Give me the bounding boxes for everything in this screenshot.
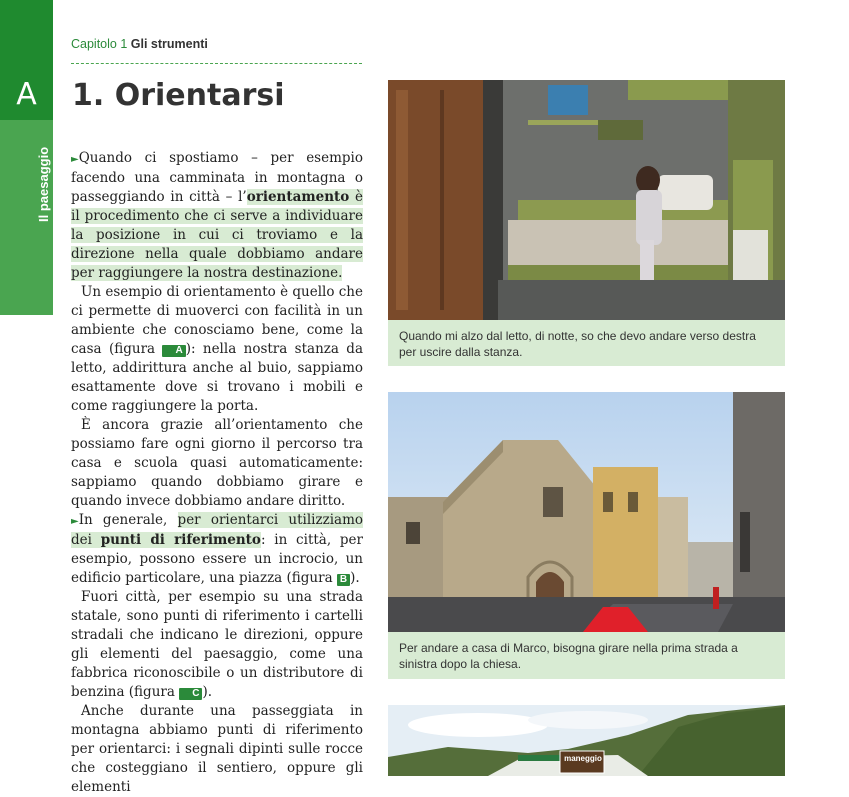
paragraph-6: Anche durante una passeggiata in montagna abbiamo punti di riferimento per orientarci: i segnali dipinti sulle rocce che costeggiano il sentiero, oppure gli elementi [71,703,363,795]
road-sign-text: maneggio [564,754,602,763]
bullet-arrow-icon: ► [71,516,79,527]
chapter-header [71,37,208,51]
figure-a-bedroom-photo [388,80,785,320]
figure-c-road-photo [388,705,785,776]
figure-ref-c[interactable]: C [179,688,202,700]
figure-a-caption: Quando mi alzo dal letto, di notte, so che devo andare verso destra per uscire dalla stanza. [388,320,785,366]
paragraph-1: ►Quando ci spostiamo – per esempio facendo una camminata in montagna o passeggiando in città – l’orientamento è il procedimento che ci serve a individuare la posizione in cui ci troviamo e la direzione nella quale dobbiamo andare per raggiungere la nostra destinazione. [71,150,363,281]
figure-b-church-photo [388,392,785,632]
section-title: 1. Orientarsi [72,78,285,113]
chapter-title: Gli strumenti [130,37,208,51]
term-orientamento: orientamento [246,189,350,205]
section-sidebar [0,0,53,315]
body-text [71,149,363,797]
paragraph-3: È ancora grazie all’orientamento che possiamo fare ogni giorno il percorso tra casa e scuola quasi automaticamente: sappiamo quando dobbiamo girare e quando invece dobbiamo andare diritto. [71,417,363,509]
figure-ref-b[interactable]: B [337,574,350,586]
chapter-prefix: Capitolo 1 [71,37,128,51]
term-punti-di-riferimento: punti di riferimento [100,532,261,548]
paragraph-4: ►In generale, per orientarci utilizziamo dei punti di riferimento: in città, per esempio, possono essere un incrocio, un edificio particolare, una piazza (figura B ). [71,512,363,586]
header-divider [71,63,362,64]
section-label: Il paesaggio [36,146,51,222]
paragraph-2: Un esempio di orientamento è quello che ci permette di muoverci con facilità in un ambiente che conosciamo bene, come la casa (figura A ): nella nostra stanza da letto, addirittura anche al buio, sappiamo esattamente dove si trovano i mobili e come raggiungere la porta. [71,284,363,414]
bullet-arrow-icon: ► [71,154,79,165]
paragraph-5: Fuori città, per esempio su una strada statale, sono punti di riferimento i cartelli stradali che indicano le direzioni, oppure gli elementi del paesaggio, come una fabbrica riconoscibile o un distributore di benzina (figura C ). [71,589,363,700]
figure-b-caption: Per andare a casa di Marco, bisogna girare nella prima strada a sinistra dopo la chiesa. [388,632,785,679]
section-letter: A [0,70,53,120]
figure-ref-a[interactable]: A [162,345,185,357]
